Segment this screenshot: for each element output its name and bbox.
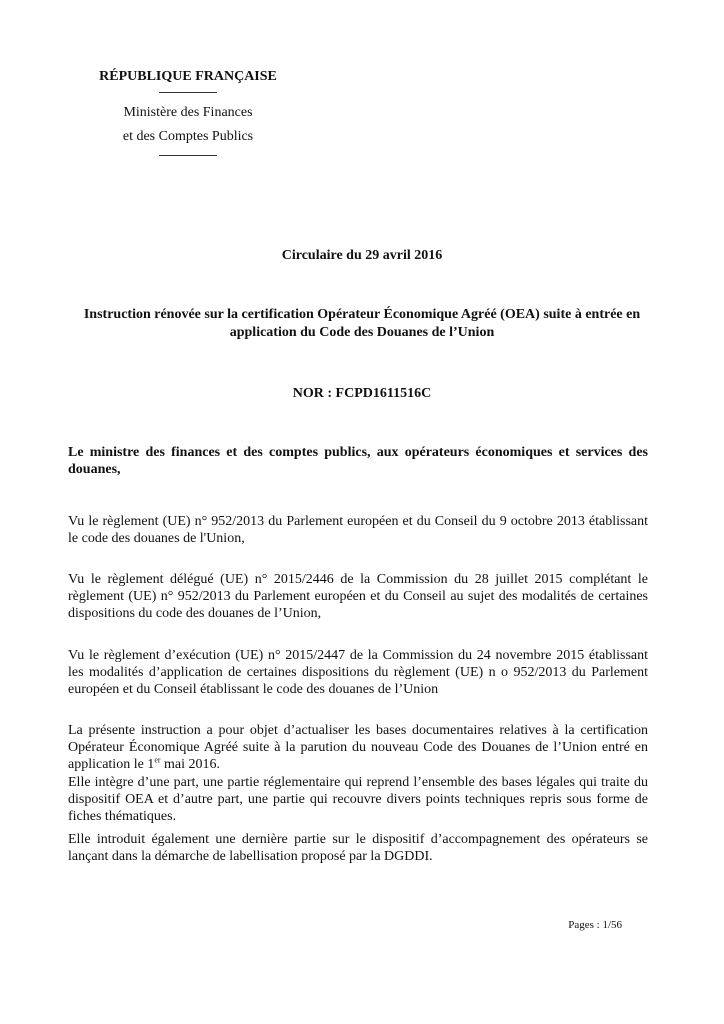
body-paragraph-1-end: mai 2016.	[160, 757, 221, 772]
addressee: Le ministre des finances et des comptes publics, aux opérateurs économiques et services des douanes,	[68, 445, 648, 477]
instruction-title-line-1: Instruction rénovée sur la certification Opérateur Économique Agréé (OEA) suite à entrée en	[83, 307, 641, 322]
body-paragraph-3: Elle introduit également une dernière partie sur le dispositif d’accompagnement des opérateurs se lançant dans la démarche de labellisation proposé par la DGDDI.	[68, 832, 648, 864]
ministry-line-1: Ministère des Finances	[123, 105, 253, 120]
header-divider-bottom	[159, 155, 217, 156]
visa-3: Vu le règlement d’exécution (UE) n° 2015/2447 de la Commission du 24 novembre 2015 établissant les modalités d’application de certaines dispositions du règlement (UE) n o 952/2013 du Parlement européen et du Conseil établissant le code des douanes de l’Union	[68, 648, 648, 697]
body-paragraph-1	[68, 722, 648, 773]
page-number: Pages : 1/56	[568, 919, 622, 931]
visa-2: Vu le règlement délégué (UE) n° 2015/2446 de la Commission du 28 juillet 2015 complétant le règlement (UE) n° 952/2013 du Parlement européen et du Conseil au sujet des modalités de certaines dispositions du code des douanes de l’Union,	[68, 572, 648, 621]
body-paragraph-2: Elle intègre d’une part, une partie réglementaire qui reprend l’ensemble des bases légales qui traite du dispositif OEA et d’autre part, une partie qui recouvre divers points techniques repris sous forme de fiches thématiques.	[68, 775, 648, 824]
republic-heading: RÉPUBLIQUE FRANÇAISE	[99, 69, 277, 84]
body-paragraph-1-text: La présente instruction a pour objet d’actualiser les bases documentaires relatives à la certification Opérateur Économique Agréé suite à la parution du nouveau Code des Douanes de l’Union entré en application le 1	[68, 723, 648, 772]
instruction-title-line-2: application du Code des Douanes de l’Union	[229, 325, 495, 340]
ordinal-superscript: er	[154, 755, 161, 765]
circular-title: Circulaire du 29 avril 2016	[281, 248, 443, 263]
visa-1: Vu le règlement (UE) n° 952/2013 du Parlement européen et du Conseil du 9 octobre 2013 établissant le code des douanes de l'Union,	[68, 514, 648, 546]
header-divider	[159, 92, 217, 93]
header-block	[88, 68, 288, 164]
nor-reference: NOR : FCPD1611516C	[292, 386, 432, 401]
ministry-line-2: et des Comptes Publics	[122, 129, 254, 144]
